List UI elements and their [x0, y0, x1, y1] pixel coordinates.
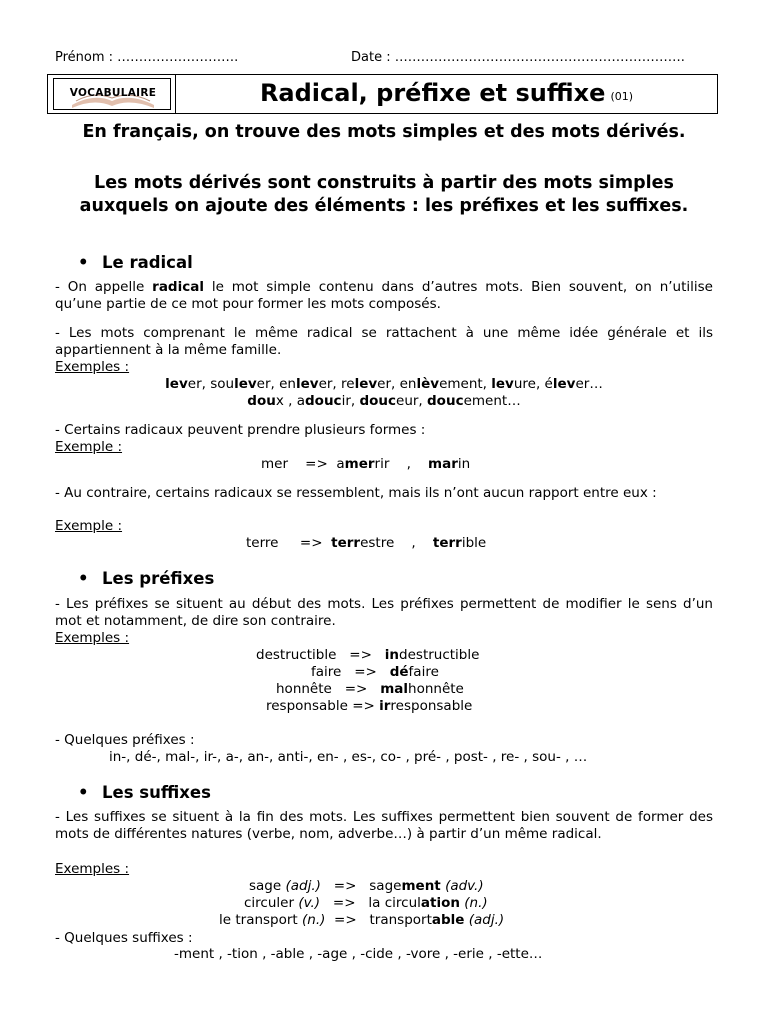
example-circulation: circuler (v.) => la circulation (n.)	[244, 895, 488, 911]
title-box	[47, 74, 718, 114]
examples-label: Exemples :	[55, 359, 130, 375]
section-title-suffixes	[78, 783, 211, 802]
title-text: Radical, préfixe et suffixe	[259, 79, 606, 107]
example-label-2: Exemple :	[55, 518, 123, 534]
suffixes-list-label: - Quelques suffixes :	[55, 930, 193, 946]
examples-label: Exemples :	[55, 630, 130, 646]
section-title-text: Le radical	[102, 253, 193, 272]
bullet-icon: •	[78, 783, 89, 802]
example-transportable: le transport (n.) => transportable (adj.)	[219, 912, 505, 928]
prefixes-list-label: - Quelques préfixes :	[55, 732, 195, 748]
intro-line-2: Les mots dérivés sont construits à partir des mots simples auxquels on ajoute des éléments : les préfixes et les suffixes.	[79, 173, 689, 216]
section-title-prefixes	[78, 569, 214, 588]
radical-paragraph-1	[55, 279, 713, 313]
section-title-text: Les suffixes	[102, 783, 211, 802]
radical-paragraph-4: - Au contraire, certains radicaux se ressemblent, mais ils n’ont aucun rapport entre eux :	[55, 485, 657, 501]
suffixes-paragraph-1: - Les suffixes se situent à la fin des mots. Les suffixes permettent bien souvent de former des mots de différentes natures (verbe, nom, adverbe…) à partir d’un même radical.	[55, 809, 713, 842]
example-doux: doux , adoucir, douceur, doucement…	[247, 393, 521, 409]
example-mer: mer => amerrir , marin	[261, 456, 471, 472]
example-label: Exemple :	[55, 439, 123, 455]
text: - On appelle	[55, 279, 153, 295]
example-sagement: sage (adj.) => sagement (adv.)	[249, 878, 484, 894]
radical-paragraph-3: - Certains radicaux peuvent prendre plusieurs formes :	[55, 422, 426, 438]
prefixes-paragraph-1: - Les préfixes se situent au début des mots. Les préfixes permettent de modifier le sens d’un mot et notamment, de dire son contraire.	[55, 596, 713, 629]
page-title	[176, 79, 717, 107]
section-title-text: Les préfixes	[102, 569, 215, 588]
prenom-field: Prénom : ……………………….	[55, 50, 239, 65]
radical-paragraph-2: - Les mots comprenant le même radical se rattachent à une même idée générale et ils appartiennent à la même famille.	[55, 325, 713, 358]
bullet-icon: •	[78, 569, 89, 588]
logo-label: VOCABULAIRE	[69, 87, 157, 99]
example-irresponsable: responsable => irresponsable	[266, 698, 473, 714]
date-field: Date : ………………………………………………………….	[351, 50, 685, 65]
example-malhonnete: honnête => malhonnête	[276, 681, 464, 697]
example-indestructible: destructible => indestructible	[256, 647, 480, 663]
example-lever: lever, soulever, enlever, relever, enlèvement, levure, élever…	[165, 376, 603, 392]
text: le mot simple contenu dans d’autres mots. Bien souvent, on n’utilise qu’une partie de ce mot pour former les mots composés.	[55, 279, 713, 312]
vocabulaire-logo	[53, 78, 171, 110]
bold-term: radical	[152, 279, 204, 295]
suffixes-list: -ment , -tion , -able , -age , -cide , -vore , -erie , -ette…	[174, 946, 543, 962]
title-number: (01)	[610, 90, 634, 103]
example-terre: terre => terrestre , terrible	[246, 535, 487, 551]
bullet-icon: •	[78, 253, 89, 272]
example-defaire: faire => défaire	[311, 664, 439, 680]
prefixes-list: in-, dé-, mal-, ir-, a-, an-, anti-, en- , es-, co- , pré- , post- , re- , sou- , …	[109, 749, 588, 765]
section-title-radical	[78, 253, 193, 272]
examples-label: Exemples :	[55, 861, 130, 877]
intro-line-1: En français, on trouve des mots simples et des mots dérivés.	[82, 122, 686, 142]
